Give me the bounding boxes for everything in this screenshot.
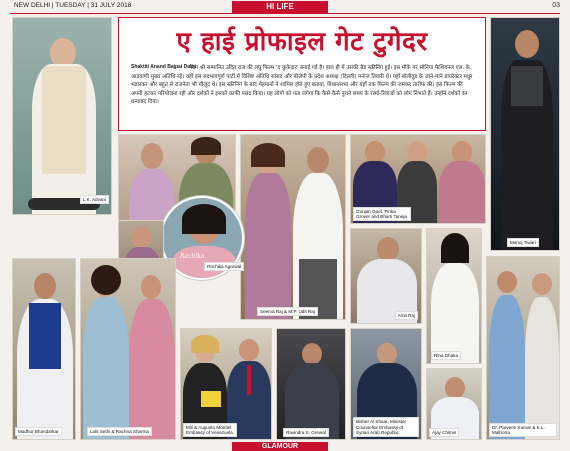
caption-madhur: Madhur Bhandarkar [15, 427, 62, 436]
caption-grewal: Ravindra S. Grewal [283, 428, 329, 437]
caption-goel: Gunjan Goel, Pinka Grover and Bharti Taneja [353, 207, 411, 221]
caption-seema: Seema Raj & M.P. Udit Raj [257, 307, 318, 316]
footer-section-tag: GLAMOUR [232, 442, 328, 451]
caption-rechika: Rechika Agarwal [204, 262, 244, 271]
article-box [118, 17, 486, 131]
photo-venezuela [180, 328, 272, 440]
photo-amit-raj [350, 228, 422, 324]
photo-grewal [276, 328, 346, 440]
photo-advani [12, 17, 112, 215]
photo-syria [350, 328, 422, 440]
caption-manoj: Manoj Tiwari [507, 238, 539, 247]
photo-ajay-chitnis [426, 368, 482, 440]
photo-lalit-rachna [80, 258, 176, 440]
caption-syria: Bisher Al Shaar, Minister Counsellor Embassy of Syrian Arab Republic [353, 417, 419, 437]
photo-rina-dhaka [426, 228, 482, 364]
caption-advani: L.K. Advani [80, 195, 109, 204]
caption-venezuela: Mili & Augusto Montiel Embassy of Venezuela [183, 423, 237, 437]
caption-ajay: Ajay Chitnis [429, 428, 459, 437]
photo-seema-udit-raj [240, 134, 346, 320]
photo-manoj-tiwari [490, 17, 560, 251]
photo-goel-group [350, 134, 486, 224]
caption-lalit: Lalit Sethi & Rachna Sharma [87, 427, 152, 436]
masthead-rule [10, 13, 560, 14]
masthead [0, 0, 570, 13]
section-tag: HI LIFE [232, 1, 328, 13]
date-line: NEW DELHI | TUESDAY | 31 JULY 2018 [14, 2, 132, 9]
photo-kumar-malhotra [486, 256, 560, 440]
photo-madhur-bhandarkar [12, 258, 76, 440]
page-number: 03 [552, 2, 560, 9]
caption-kumar: Dr. Parveen Kumar & K.L. Malhotra [489, 423, 557, 437]
caption-amit: Amit Raj [395, 311, 418, 320]
headline: ए हाई प्रोफाइल गेट टुगेदर [176, 27, 428, 57]
circle-script-text: Rechika [180, 253, 205, 260]
byline: Shaktiti Anand Bajpai Delhi [131, 64, 196, 70]
caption-rina: Rina Dhaka [431, 351, 461, 360]
article-body: पदम श्री सम्मानित उदित राज की लघु फिल्म 'द कुकेदार' बनाई गई है। हाल ही में उसकी बैड स्क्रीनिंग हुई। इस मौके पर सोनिया फैशियनल एल. के. आडवाणी मुख्य अतिथि रहे। वहाँ इस सदभावपूर्ण पार्टी में विशिष्ट अतिथि सांसद और बीजेपी के प्रदेश अध्यक्ष (दिल्ली) मनोज तिवारी थे। यहाँ बॉलीवुड के जाने-माने डायरेक्टर मधुर भंडारकर और बहुत से राजनेता भी मौजूद थे। इस स्क्रीनिंग के बाद मेहमानों ने शामिल होते हुए बताया, विधानसभा और यहाँ तक फिल्म की जमकर तारीफ की। इस फिल्म की अपनी हटकर परियोजना रही और दर्शकों ने इसको काफी पसंद किया। यह लोगों को पता लगेगा कि कैसे-कैसे पुराने समय के रस्मों-रिवाजों को लोग निभाते हैं। उन्होंने दर्शकों का धन्यवाद दिया। [131, 65, 473, 106]
